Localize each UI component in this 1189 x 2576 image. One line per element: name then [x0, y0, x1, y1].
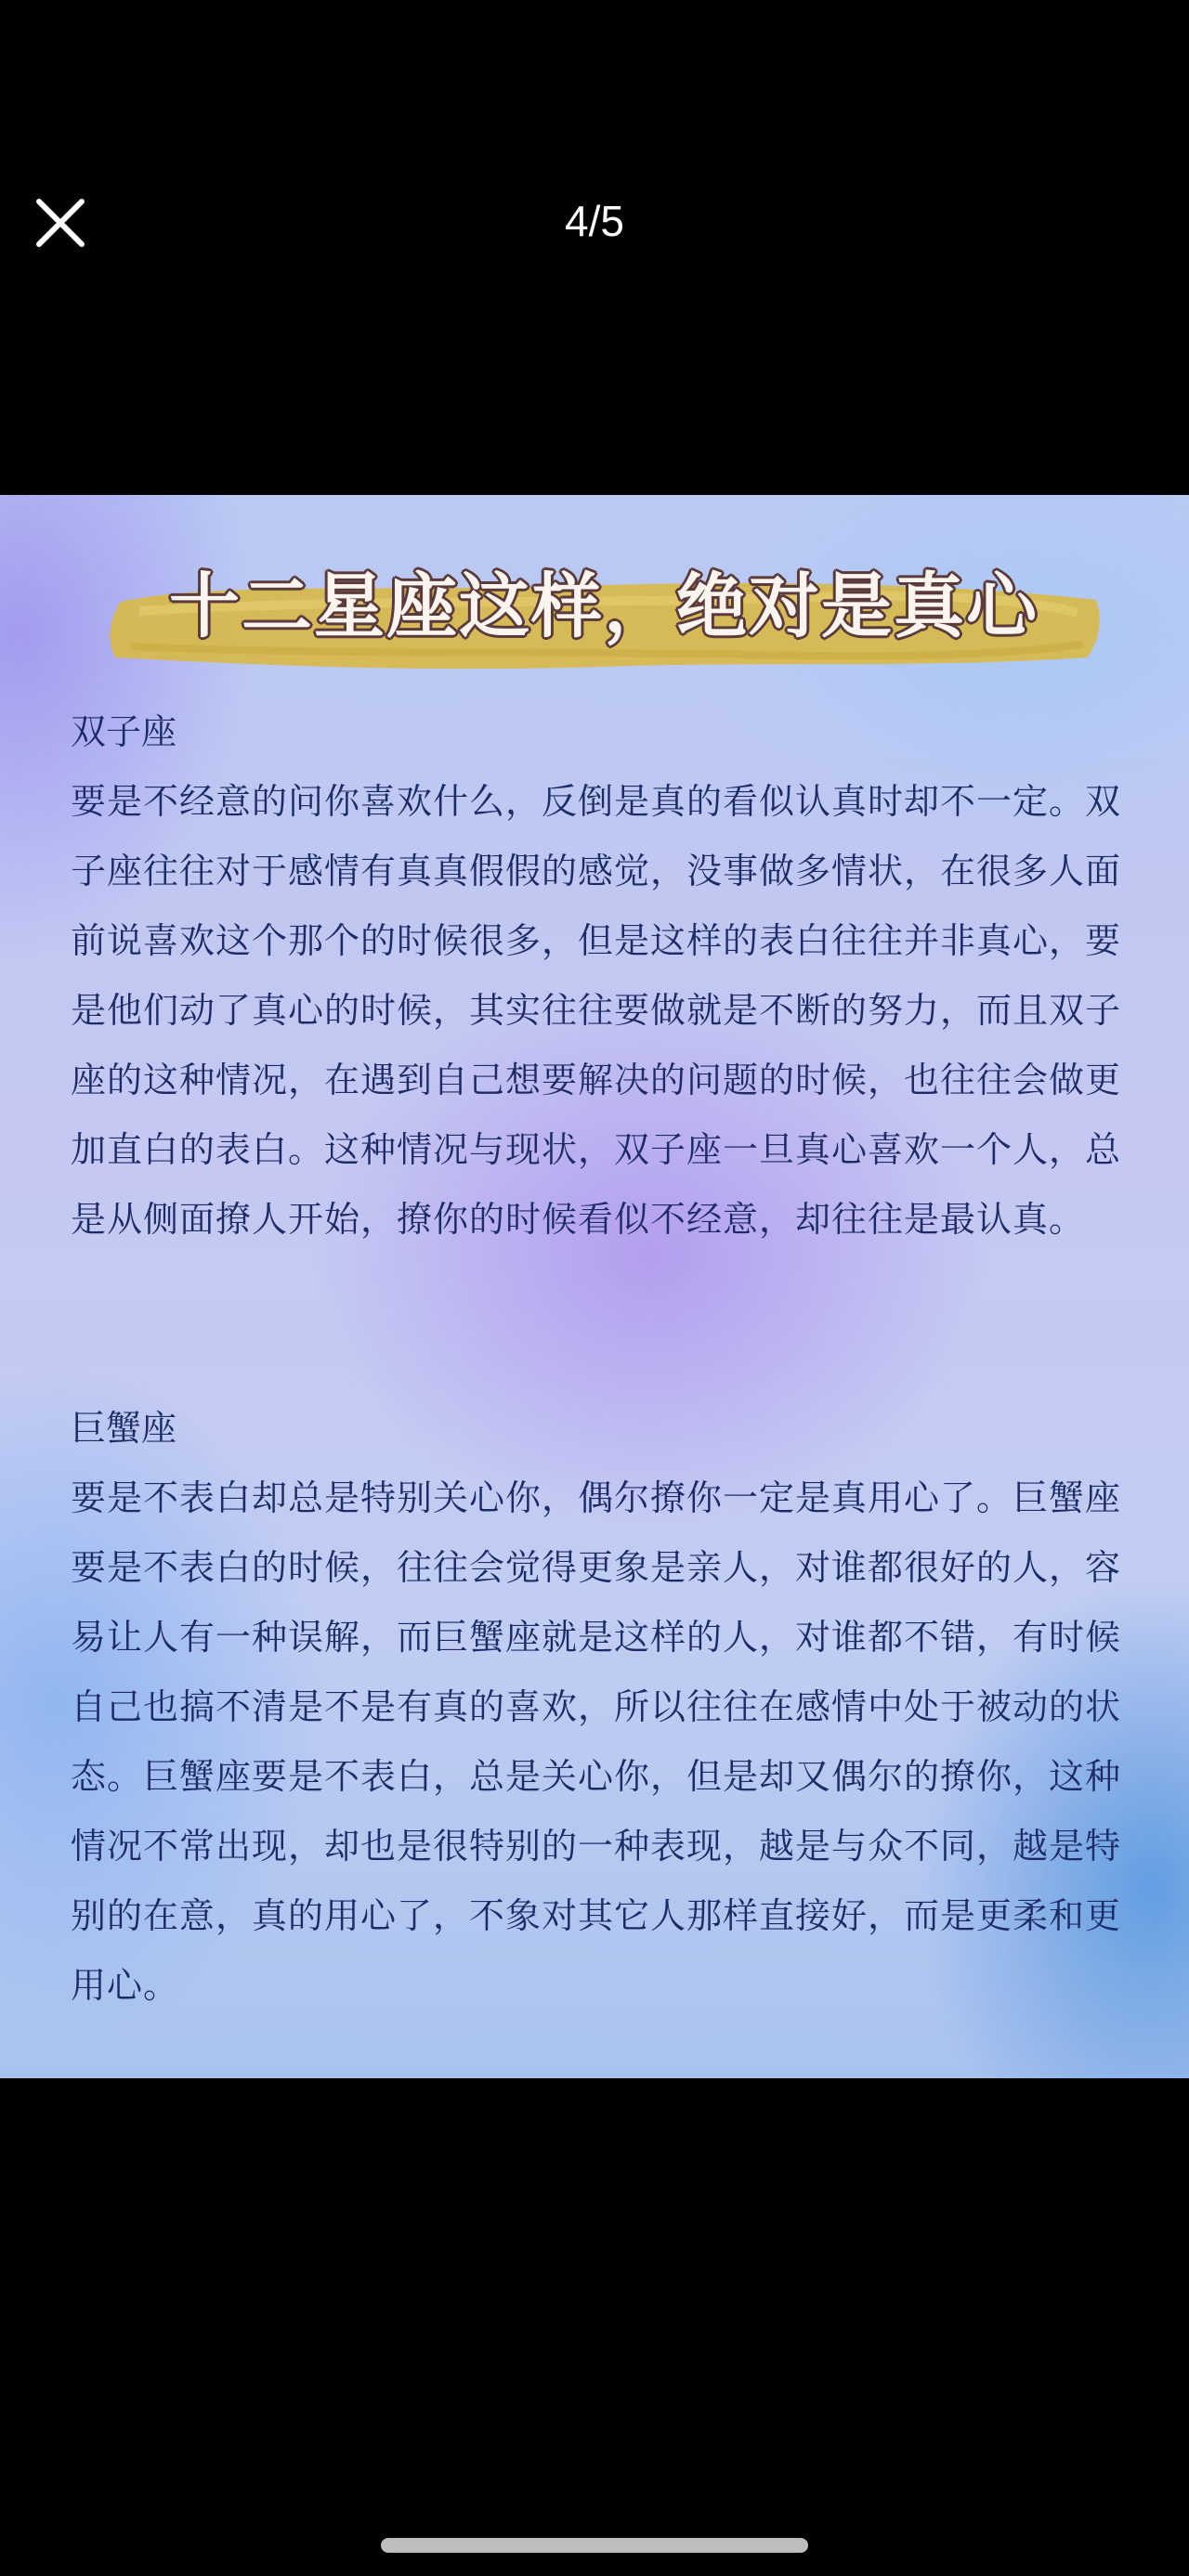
title-banner: [102, 546, 1105, 685]
section-gemini: [71, 697, 1130, 1255]
section-heading: 巨蟹座: [71, 1408, 177, 1449]
viewer-bottom-bar: [0, 2078, 1189, 2576]
section-body: 要是不经意的问你喜欢什么，反倒是真的看似认真时却不一定。双子座往往对于感情有真真假假的感觉，没事做多情状，在很多人面前说喜欢这个那个的时候很多，但是这样的表白往往并非真心，要是他们动了真心的时候，其实往往要做就是不断的努力，而且双子座的这种情况，在遇到自己想要解决的问题的时候，也往往会做更加直白的表白。这种情况与现状，双子座一旦真心喜欢一个人，总是从侧面撩人开始，撩你的时候看似不经意，却往往是最认真。: [71, 781, 1122, 1240]
article-title: 十二星座这样，绝对是真心: [169, 565, 1039, 647]
home-indicator[interactable]: [381, 2538, 808, 2553]
image-viewer[interactable]: [0, 495, 1189, 2078]
section-body: 要是不表白却总是特别关心你，偶尔撩你一定是真用心了。巨蟹座要是不表白的时候，往往会觉得更象是亲人，对谁都很好的人，容易让人有一种误解，而巨蟹座就是这样的人，对谁都不错，有时候自己也搞不清是不是有真的喜欢，所以往往在感情中处于被动的状态。巨蟹座要是不表白，总是关心你，但是却又偶尔的撩你，这种情况不常出现，却也是很特别的一种表现，越是与众不同，越是特别的在意，真的用心了，不象对其它人那样直接好，而是更柔和更用心。: [71, 1477, 1122, 2006]
section-heading: 双子座: [71, 711, 177, 752]
section-cancer: [71, 1394, 1130, 2021]
page-counter: 4/5: [565, 197, 624, 245]
viewer-top-bar: [0, 0, 1189, 495]
